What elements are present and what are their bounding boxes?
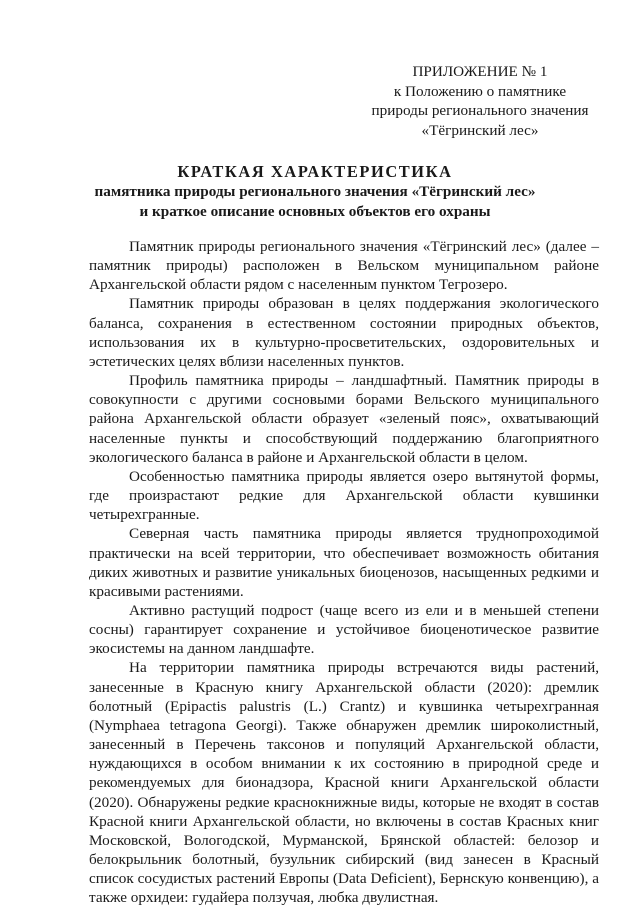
document-body	[89, 237, 599, 907]
document-subtitle-line2: и краткое описание основных объектов его охраны	[139, 203, 491, 220]
document-title: КРАТКАЯ ХАРАКТЕРИСТИКА	[177, 162, 453, 181]
appendix-header	[350, 62, 610, 140]
paragraph: Активно растущий подрост (чаще всего из ели и в меньшей степени сосны) гарантирует сохранение и устойчивое биоценотическое развитие экосистемы на данном ландшафте.	[89, 601, 599, 658]
appendix-reference: к Положению о памятнике	[393, 82, 567, 100]
paragraph: Особенностью памятника природы является озеро вытянутой формы, где произрастают редкие для Архангельской области кувшинки четырехгранные.	[89, 467, 599, 524]
paragraph: Профиль памятника природы – ландшафтный. Памятник природы в совокупности с другими сосновыми борами Вельского муниципального района Архангельской области образует «зеленый пояс», охватывающий населенные пункты и способствующий поддержанию благоприятного экологического баланса в районе и Архангельской области в целом.	[89, 372, 599, 466]
appendix-number: ПРИЛОЖЕНИЕ № 1	[412, 63, 548, 80]
document-heading	[60, 162, 570, 222]
document-subtitle: памятника природы регионального значения «Тёгринский лес»	[94, 183, 536, 200]
paragraph: Северная часть памятника природы является труднопроходимой практически на всей территории, что обеспечивает возможность обитания диких животных и развитие уникальных биоценозов, насыщенных редкими и красивыми растениями.	[89, 525, 599, 600]
paragraph: Памятник природы регионального значения «Тёгринский лес» (далее – памятник природы) расположен в Вельском муниципальном районе Архангельской области рядом с населенным пунктом Тегрозеро.	[89, 238, 599, 294]
appendix-reference-line3: «Тёгринский лес»	[421, 121, 539, 139]
paragraph: Памятник природы образован в целях поддержания экологического баланса, сохранения в естественном состоянии природных объектов, использования их в культурно-просветительских, оздоровительных и эстетических целях вблизи населенных пунктов.	[89, 295, 599, 370]
appendix-reference-line2: природы регионального значения	[371, 102, 589, 119]
paragraph: На территории памятника природы встречаются виды растений, занесенные в Красную книгу Архангельской области (2020): дремлик болотный (Epipactis palustris (L.) Crantz) и кувшинка четырехгранная (Nymphaea tetragona Georgi). Также обнаружен дремлик широколистный, занесенный в Перечень таксонов и популяций Архангельской области, нуждающихся в особом внимании к их состоянию в природной среде и рекомендуемых для бионадзора, Красной книги Архангельской области (2020). Обнаружены редкие краснокнижные виды, которые не входят в состав Красной книги Архангельской области, но включены в состав Красных книг Московской, Вологодской, Мурманской, Брянской областей: белозор и белокрыльник болотный, бузульник сибирский (вид занесен в Красный список сосудистых растений Европы (Data Deficient), Бернскую конвенцию), а также орхидеи: гудайера ползучая, любка двулистная.	[89, 659, 599, 907]
